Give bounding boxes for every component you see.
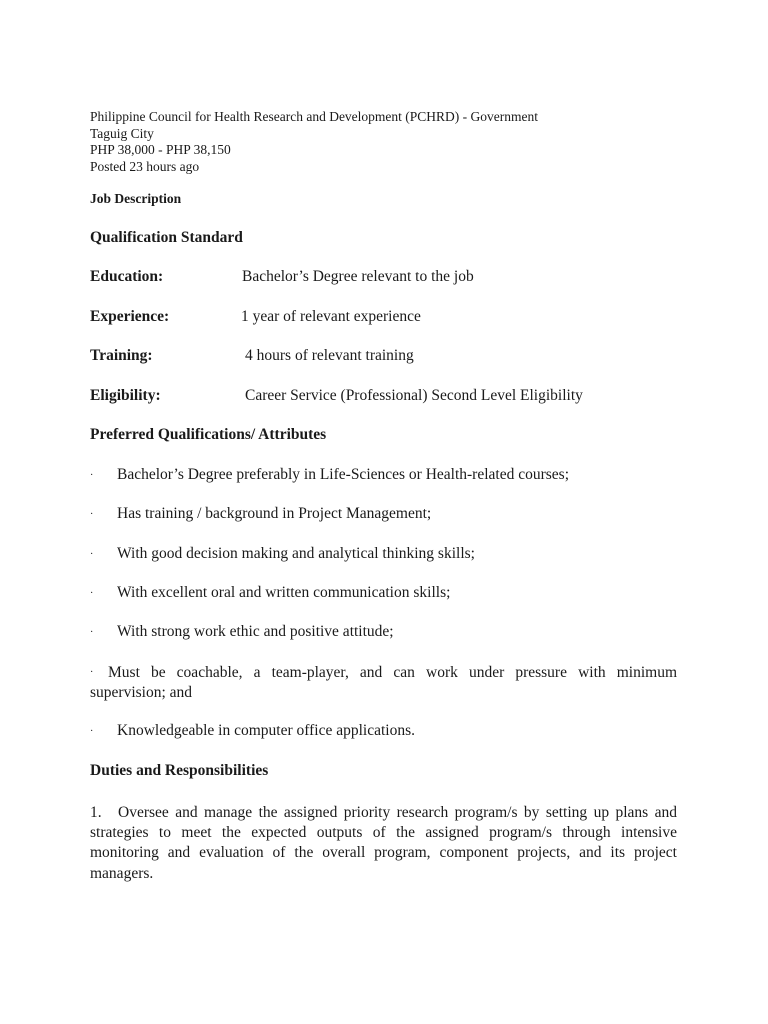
qualification-row-experience <box>90 308 421 326</box>
duty-number: 1. <box>90 804 102 821</box>
bullet-icon: · <box>90 548 94 560</box>
list-item-text: With good decision making and analytical thinking skills; <box>117 545 475 562</box>
bullet-icon: · <box>90 469 94 481</box>
list-item-text: With strong work ethic and positive attitude; <box>117 623 394 640</box>
bullet-icon: · <box>90 667 94 679</box>
job-location: Taguig City <box>90 125 154 141</box>
qualification-row-training <box>90 347 414 365</box>
qualification-standard-heading: Qualification Standard <box>90 229 243 246</box>
list-item <box>90 722 415 740</box>
duties-heading: Duties and Responsibilities <box>90 762 269 779</box>
list-item-text: Bachelor’s Degree preferably in Life-Sciences or Health-related courses; <box>117 466 570 483</box>
list-item <box>90 545 475 563</box>
qualification-value: Career Service (Professional) Second Level Eligibility <box>245 387 583 404</box>
job-header <box>90 109 690 175</box>
list-item <box>90 466 569 484</box>
list-item-text: Knowledgeable in computer office applications. <box>117 722 415 739</box>
list-item <box>90 623 394 641</box>
job-description-heading: Job Description <box>90 191 182 206</box>
list-item <box>90 505 431 523</box>
qualification-value: 4 hours of relevant training <box>245 347 414 364</box>
bullet-icon: · <box>90 587 94 599</box>
organization-name: Philippine Council for Health Research and Development (PCHRD) - Government <box>90 109 539 124</box>
salary-range: PHP 38,000 - PHP 38,150 <box>90 142 231 157</box>
qualification-label: Training: <box>90 347 153 364</box>
preferred-qualifications-heading: Preferred Qualifications/ Attributes <box>90 426 327 443</box>
list-item <box>90 584 450 602</box>
list-item-text: Must be coachable, a team-player, and can work under pressure with minimum supervision; and <box>90 664 677 702</box>
qualification-label: Experience: <box>90 308 170 325</box>
list-item-text: Has training / background in Project Management; <box>117 505 432 522</box>
bullet-icon: · <box>90 725 94 737</box>
duty-text: Oversee and manage the assigned priority research program/s by setting up plans and strategies to meet the expected outputs of the assigned program/s through intensive monitoring and evaluation of the overall program, component projects, and its project managers. <box>90 804 677 882</box>
qualification-label: Education: <box>90 268 164 285</box>
qualification-row-education <box>90 268 474 286</box>
qualification-value: 1 year of relevant experience <box>241 308 421 325</box>
bullet-icon: · <box>90 508 94 520</box>
list-item <box>90 663 677 703</box>
bullet-icon: · <box>90 626 94 638</box>
qualification-row-eligibility <box>90 387 583 405</box>
posted-time: Posted 23 hours ago <box>90 158 200 174</box>
list-item-text: With excellent oral and written communication skills; <box>117 584 451 601</box>
qualification-value: Bachelor’s Degree relevant to the job <box>242 268 474 285</box>
duty-item <box>90 803 677 884</box>
qualification-label: Eligibility: <box>90 387 161 404</box>
